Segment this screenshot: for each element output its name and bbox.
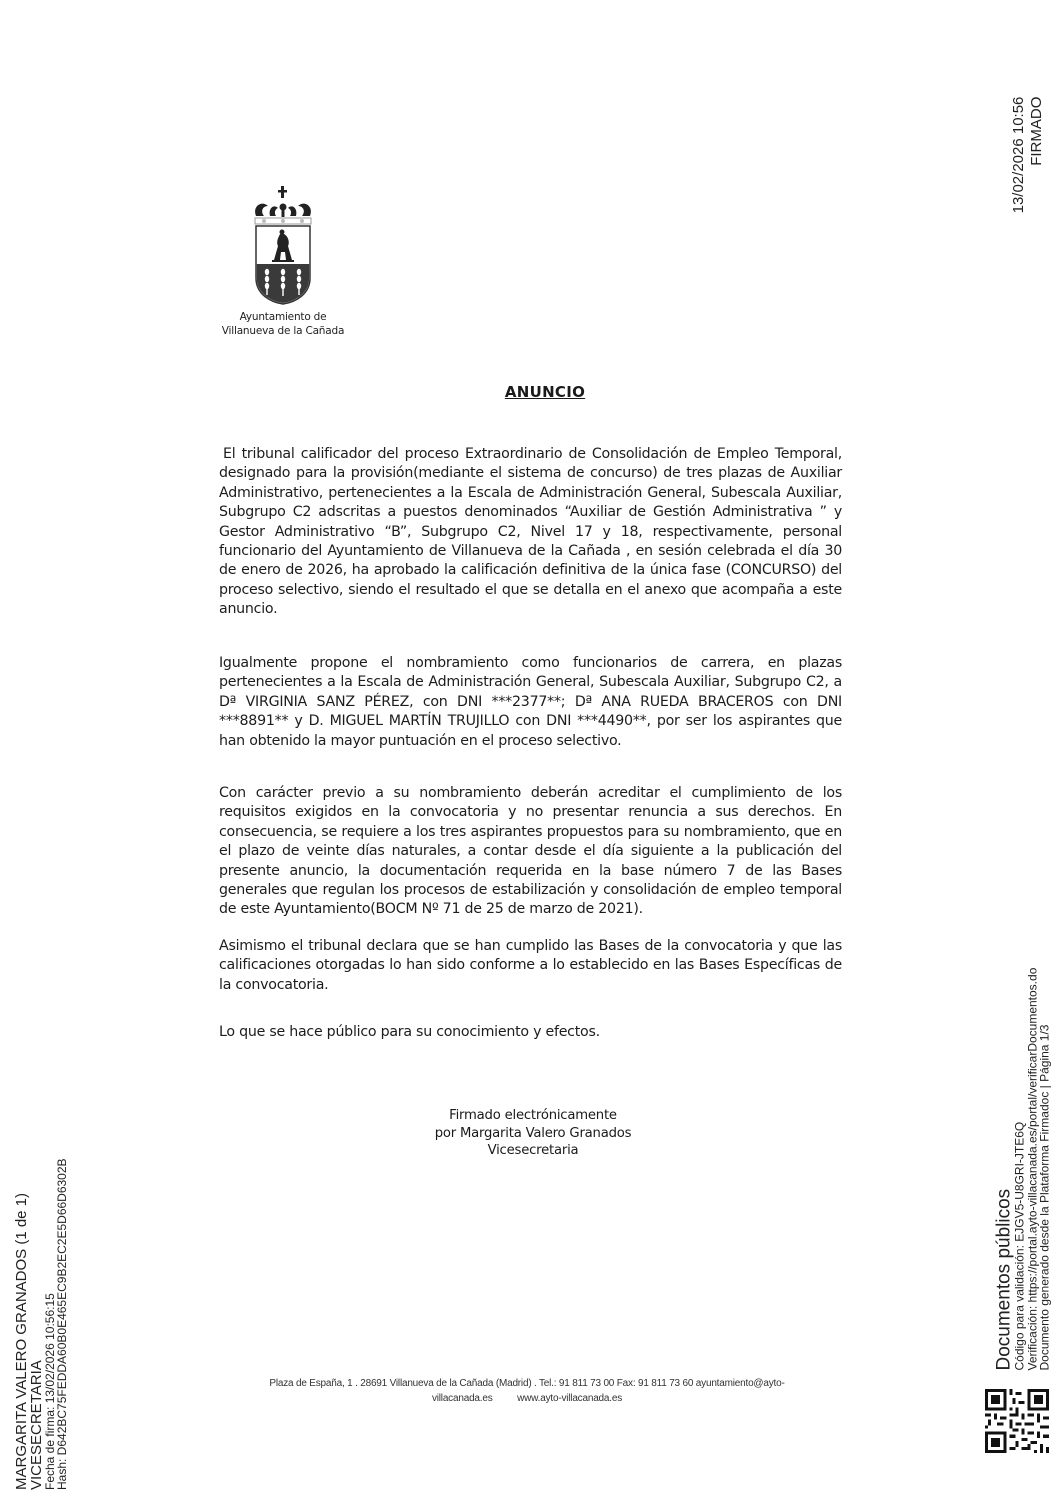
page-footer (222, 1376, 832, 1406)
org-name-line1: Ayuntamiento de (239, 311, 327, 323)
paragraph-declaracion: Asimismo el tribunal declara que se han cumplido las Bases de la convocatoria y que las calificaciones otorgadas lo han sido conforme a lo establecido en las Bases Específicas de la convocatoria. (219, 938, 842, 993)
signature-date: Fecha de firma: 13/02/2026 10:56:15 (43, 1293, 57, 1490)
footer-website-link[interactable]: www.ayto-villacanada.es (517, 1393, 623, 1404)
footer-email-domain[interactable]: villacanada.es (431, 1393, 493, 1404)
coat-of-arms-icon (250, 186, 316, 306)
qr-code-icon[interactable] (985, 1389, 1049, 1453)
signature-line3: Vicesecretaria (487, 1143, 579, 1158)
org-name-line2: Villanueva de la Cañada (221, 325, 345, 337)
footer-address: Plaza de España, 1 . 28691 Villanueva de la Cañada (Madrid) . Tel.: 91 811 73 00 Fax: 91 811 73 60 ayuntamiento@ayto- (269, 1378, 785, 1389)
stamp-datetime: 13/02/2026 10:56 (1010, 96, 1027, 214)
signature-block (388, 1107, 678, 1160)
paragraph-tribunal: El tribunal calificador del proceso Extraordinario de Consolidación de Empleo Temporal, designado para la provisión(mediante el sistema de concurso) de tres plazas de Auxiliar Administrativo, pertenecientes a la Escala de Administración General, Subescala Auxiliar, Subgrupo C2 adscritas a puestos denominados “Auxiliar de Gestión Administrativa ” y Gestor Administrativo “B”, Subgrupo C2, Nivel 17 y 18, respectivamente, personal funcionario del Ayuntamiento de Villanueva de la Cañada , en sesión celebrada el día 30 de enero de 2026, ha aprobado la calificación definitiva de la única fase (CONCURSO) del proceso selectivo, siendo el resultado el que se detalla en el anexo que acompaña a este anuncio. (219, 446, 842, 618)
municipal-logo (218, 186, 348, 348)
paragraph-requisitos: Con carácter previo a su nombramiento deberán acreditar el cumplimiento de los requisitos exigidos en la convocatoria y no presentar renuncia a sus derechos. En consecuencia, se requiere a los tres aspirantes propuestos para su nombramiento, que en el plazo de veinte días naturales, a contar desde el día siguiente a la publicación del presente anuncio, la documentación requerida en la base número 7 de las Bases generales que regulan los procesos de estabilización y consolidación de empleo temporal de este Ayuntamiento(BOCM Nº 71 de 25 de marzo de 2021). (219, 785, 842, 918)
generated-by-page: Documento generado desde la Plataforma Firmadoc | Página 1/3 (1037, 1024, 1052, 1370)
stamp-status: FIRMADO (1028, 96, 1045, 166)
signature-line1: Firmado electrónicamente (449, 1108, 617, 1123)
verification-heading: Documentos públicos (993, 1188, 1015, 1370)
signature-stamp (1008, 90, 1048, 220)
signer-role: VICESECRETARIA (28, 1360, 45, 1490)
signature-line2: por Margarita Valero Granados (434, 1125, 632, 1141)
signer-name: MARGARITA VALERO GRANADOS (1 de 1) (13, 1192, 30, 1490)
verification-url[interactable]: Verificación: https://portal.ayto-villacanada.es/portal/verificarDocumentos.do (1025, 967, 1039, 1370)
signer-info-strip (6, 1050, 76, 1490)
validation-code: Código para validación: EJGV5-U8GRI-JTE6Q (1012, 1121, 1027, 1370)
paragraph-nombramiento: Igualmente propone el nombramiento como funcionarios de carrera, en plazas pertenecientes a la Escala de Administración General, Subescala Auxiliar, Subgrupo C2, a Dª VIRGINIA SANZ PÉREZ, con DNI ***2377**; Dª ANA RUEDA BRACEROS con DNI ***8891** y D. MIGUEL MARTÍN TRUJILLO con DNI ***4490**, por ser los aspirantes que han obtenido la mayor puntuación en el proceso selectivo. (219, 655, 842, 749)
paragraph-publicacion: Lo que se hace público para su conocimiento y efectos. (219, 1024, 600, 1040)
verification-strip (985, 950, 1055, 1370)
document-title (0, 383, 1058, 401)
signature-hash: Hash: D642BC75FEDDA60B0E465EC9B2EC2E5D66D6302B (55, 1158, 69, 1490)
document-title-text: ANUNCIO (504, 383, 586, 401)
